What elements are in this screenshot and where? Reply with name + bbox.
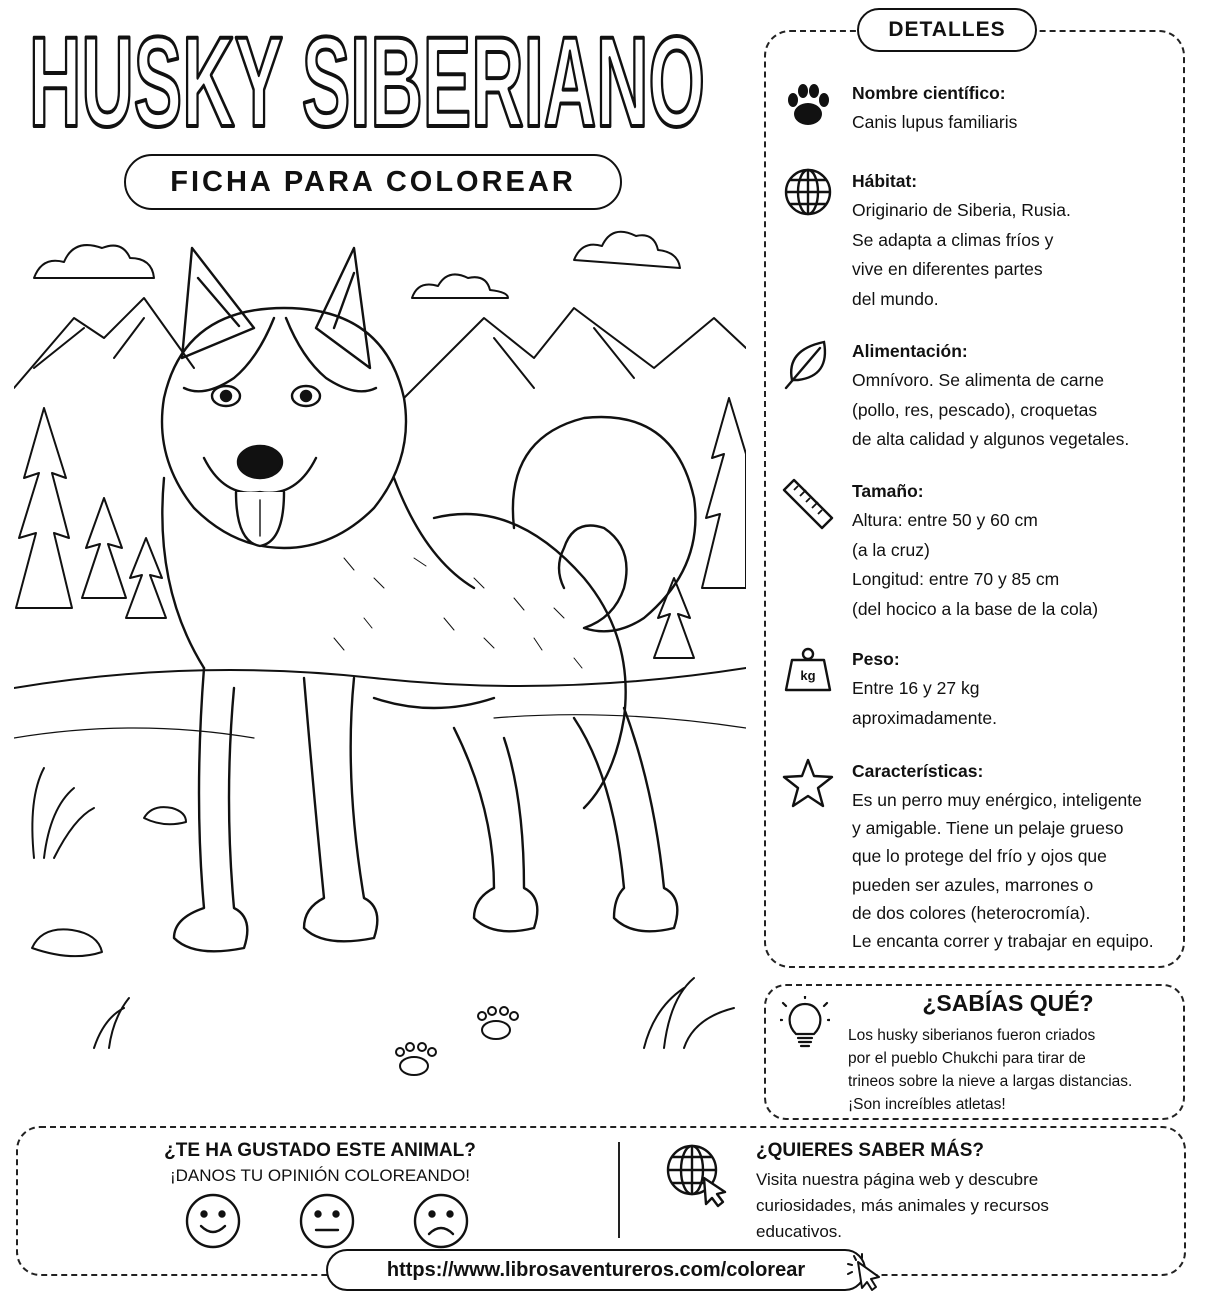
details-heading [857, 8, 1037, 52]
grass-left [32, 768, 94, 858]
cloud-mid [412, 274, 508, 298]
cloud-left [34, 245, 154, 278]
grass-right [644, 978, 734, 1048]
detail-text: Omnívoro. Se alimenta de carne (pollo, res, pescado), croquetas de alta calidad y algunos vegetales. [852, 370, 1130, 449]
ground-line [14, 668, 746, 688]
mountains-left [14, 298, 194, 388]
neutral-face-icon[interactable] [298, 1192, 356, 1250]
details-heading-text: DETALLES [888, 18, 1006, 41]
weight-icon [780, 644, 836, 700]
page-title-text: HUSKY SIBERIANO [29, 14, 705, 144]
detail-label: Peso: [852, 649, 900, 669]
weight-icon-label: kg [800, 668, 816, 683]
cloud-right [574, 232, 680, 268]
click-cursor-icon [844, 1252, 890, 1292]
globe-icon [780, 166, 836, 222]
detail-label: Hábitat: [852, 171, 918, 191]
star-icon [780, 756, 836, 812]
lightbulb-icon [780, 996, 830, 1052]
website-url[interactable]: https://www.librosaventureros.com/colorear [386, 1258, 806, 1281]
paw-prints [396, 1007, 518, 1075]
detail-label: Alimentación: [852, 341, 968, 361]
rock-2 [144, 807, 186, 824]
website-link[interactable] [326, 1249, 866, 1291]
detail-text: Originario de Siberia, Rusia. Se adapta a climas fríos y vive en diferentes partes del mundo. [852, 200, 1071, 309]
grass-bottom-left [94, 998, 129, 1048]
subtitle-text: FICHA PARA COLOREAR [170, 165, 576, 198]
learn-more-text: Visita nuestra página web y descubre curiosidades, más animales y recursos educativos. [756, 1170, 1049, 1241]
detail-text: Canis lupus familiaris [852, 112, 1018, 132]
detail-text: Es un perro muy enérgico, inteligente y amigable. Tiene un pelaje grueso que lo protege del frío y ojos que pueden ser azules, marrones o de dos colores (heterocromía). Le encanta correr y trabajar en equipo. [852, 790, 1154, 952]
fun-fact-text: Los husky siberianos fueron criados por el pueblo Chukchi para tirar de trineos sobre la nieve a largas distancias. ¡Son increíbles atletas! [848, 1027, 1133, 1113]
detail-text: Altura: entre 50 y 60 cm (a la cruz) Longitud: entre 70 y 85 cm (del hocico a la base de la cola) [852, 510, 1099, 619]
detail-label: Características: [852, 761, 984, 781]
leaf-icon [780, 336, 836, 392]
fun-fact-title: ¿SABÍAS QUÉ? [922, 990, 1094, 1016]
detail-text: Entre 16 y 27 kg aproximadamente. [852, 678, 997, 728]
page-title [22, 14, 712, 144]
paw-icon [780, 78, 836, 134]
ruler-icon [780, 476, 836, 532]
subtitle-badge [124, 154, 622, 210]
feedback-subtitle: ¡DANOS TU OPINIÓN COLOREANDO! [169, 1166, 471, 1185]
sad-face-icon[interactable] [412, 1192, 470, 1250]
globe-cursor-icon [662, 1142, 732, 1208]
footer-divider [618, 1142, 620, 1238]
detail-label: Tamaño: [852, 481, 924, 501]
detail-label: Nombre científico: [852, 83, 1006, 103]
pine-trees-right [654, 398, 746, 658]
husky-illustration [14, 218, 746, 1088]
pine-trees-left [16, 408, 166, 618]
learn-more-title: ¿QUIERES SABER MÁS? [756, 1140, 985, 1161]
happy-face-icon[interactable] [184, 1192, 242, 1250]
rock-1 [32, 929, 102, 956]
feedback-title: ¿TE HA GUSTADO ESTE ANIMAL? [164, 1140, 476, 1161]
mountains-right [404, 308, 746, 398]
